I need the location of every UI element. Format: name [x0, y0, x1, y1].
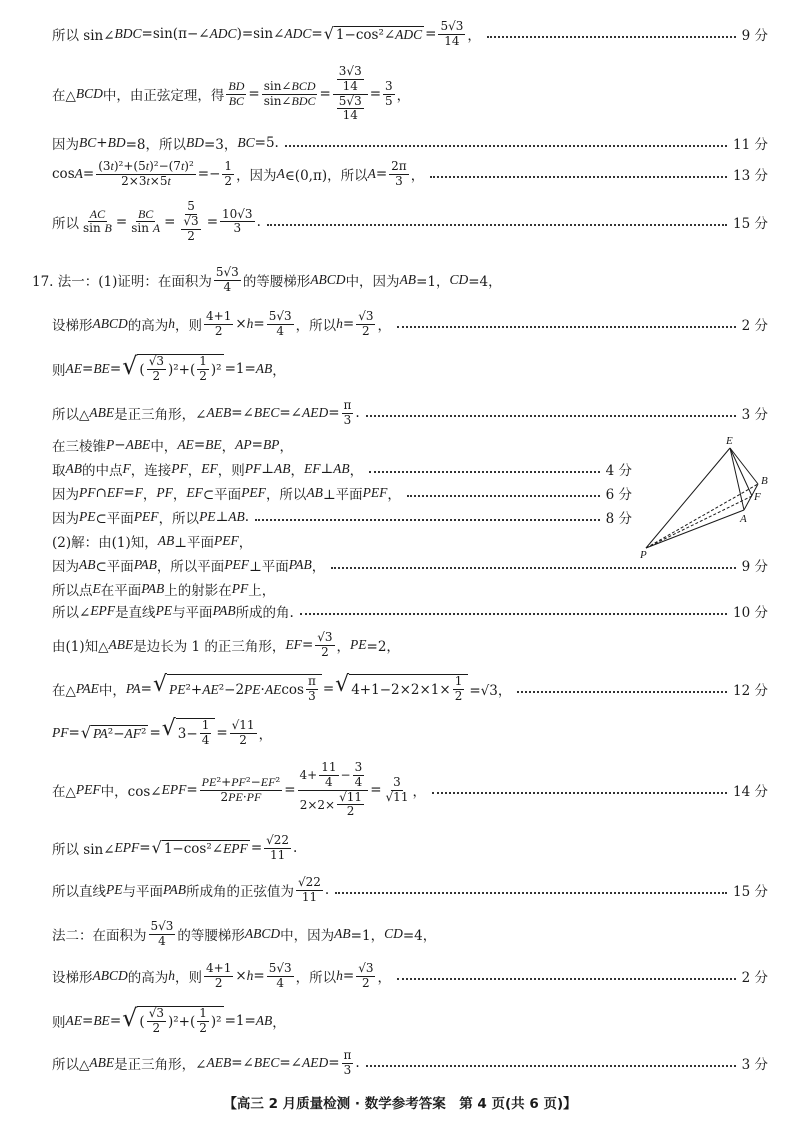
line-13: (2)解：由(1)知， AB ⊥平面 PEF ，: [52, 533, 253, 551]
label-f: F: [754, 491, 761, 503]
page-footer: 【高三 2 月质量检测 · 数学参考答案 第 4 页(共 6 页)】: [223, 1096, 577, 1112]
score-11: 6 分: [605, 487, 632, 503]
line-14: 因为 AB ⊂平面 PAB ，所以平面 PEF ⊥平面 PAB ， 9 分: [52, 557, 768, 575]
label-b: B: [761, 475, 768, 487]
line-7: 则 AE = BE = √ ( $\frac{√3}{2}$ )²+( $\frac{1}{2}$ )² =1= AB ，: [52, 352, 286, 383]
line-9: 在三棱锥 P − ABE 中， AE = BE ， AP = BP ，: [52, 437, 293, 455]
score-16: 10 分: [733, 605, 768, 621]
edge-pe: [646, 448, 730, 548]
line-16: 所以∠ EPF 是直线 PE 与平面 PAB 所成的角. 10 分: [52, 603, 768, 621]
score-8: 3 分: [741, 407, 768, 423]
line-20: 在△ PEF 中，cos∠ EPF = $\frac{\text{PE²+PF²−EF²}}{2PE\cdot PF}$ = 4+ $\frac{11}{4}$ − $\frac{3}{4}$ 2×2× $\frac{√11}{2}$ = $\frac{3}{√11}$ ， 14 分: [52, 759, 768, 819]
line-23: 法二：在面积为 $\frac{5√3}{4}$ 的等腰梯形 ABCD 中，因为 AB =1， CD =4，: [52, 918, 437, 948]
line-0: 所以 sin∠ BDC =sin(π−∠ ADC )=sin∠ ADC = √ 1−cos²∠ ADC = $\frac{5√3}{14}$ ， 9 分: [52, 18, 768, 48]
line-15: 所以点 E 在平面 PAB 上的射影在 PF 上，: [52, 581, 276, 599]
edge-pf: [646, 496, 752, 548]
score-20: 14 分: [733, 784, 768, 800]
score-6: 2 分: [741, 318, 768, 334]
line-12: 因为 PE ⊂平面 PEF ，所以 PE ⊥ AB . 8 分: [52, 509, 632, 527]
line-11: 因为 PF ∩ EF = F ， PF ， EF ⊂平面 PEF ，所以 AB ⊥平面 PEF ， 6 分: [52, 485, 632, 503]
score-26: 3 分: [741, 1057, 768, 1073]
label-a: A: [740, 513, 747, 525]
score-2: 11 分: [733, 137, 768, 153]
line-3: cos A = $\frac{\text{(3t)²+(5t)²−(7t)²}}{2\times 3t\times 5t}$ =− $\frac{1}{2}$ ，因为 A ∈(0,π)，所以 A = $\frac{2\pi}{3}$ ， 13 分: [52, 158, 768, 188]
line-6: 设梯形 ABCD 的高为 h ，则 $\frac{4+1}{2}$ × h = $\frac{5√3}{4}$ ，所以 h = $\frac{√3}{2}$ ， 2 分: [52, 308, 768, 338]
score-22: 15 分: [733, 884, 768, 900]
score-4: 15 分: [733, 216, 768, 232]
line-19: PF = √ PA ²− AF ² = √ 3− $\frac{1}{4}$ = $\frac{√11}{2}$ ，: [52, 716, 273, 747]
line-22: 所以直线 PE 与平面 PAB 所成角的正弦值为 $\frac{√22}{11}$ . 15 分: [52, 874, 768, 904]
line-25: 则 AE = BE = √ ( $\frac{√3}{2}$ )²+( $\frac{1}{2}$ )² =1= AB ，: [52, 1004, 286, 1035]
line-4: 所以 $\frac{AC}{\text{sin B}}$ = $\frac{BC}{\text{sin A}}$ = $\frac{5}{\frac{√3}{2}}$ = $\frac{10√3}{3}$ . 15 分: [52, 199, 768, 243]
score-14: 9 分: [741, 559, 768, 575]
line-5: 17. 法一：(1)证明：在面积为 $\frac{5√3}{4}$ 的等腰梯形 ABCD 中，因为 AB =1， CD =4，: [32, 264, 502, 294]
score-0: 9 分: [741, 28, 768, 44]
line-18: 在△ PAE 中， PA = √ PE ²+ AE ²−2 PE · AE cos $\frac{\pi}{3}$ = √ 4+1−2×2×1× $\frac{1}{2}$ =√3， 12 分: [52, 672, 768, 703]
line-26: 所以△ ABE 是正三角形，∠ AEB =∠ BEC =∠ AED = $\frac{\pi}{3}$ . 3 分: [52, 1047, 768, 1077]
edge-pa: [646, 510, 744, 548]
label-p: P: [640, 549, 647, 560]
line-1: 在△ BCD 中，由正弦定理，得 $\frac{BD}{BC}$ = $\frac{\text{sin∠BCD}}{\text{sin∠BDC}}$ = $\frac{\frac{3√3}{14}}{\frac{5√3}{14}}$ = $\frac{3}{5}$ ，: [52, 63, 411, 123]
score-24: 2 分: [741, 970, 768, 986]
tetrahedron-figure: [640, 434, 780, 560]
label-e: E: [726, 435, 733, 447]
score-3: 13 分: [733, 168, 768, 184]
score-10: 4 分: [605, 463, 632, 479]
line-2: 因为 BC + BD =8，所以 BD =3， BC =5. 11 分: [52, 135, 768, 153]
line-21: 所以 sin∠ EPF = √ 1−cos²∠ EPF = $\frac{√22}{11}$ .: [52, 832, 298, 862]
score-18: 12 分: [733, 683, 768, 699]
line-24: 设梯形 ABCD 的高为 h ，则 $\frac{4+1}{2}$ × h = $\frac{5√3}{4}$ ，所以 h = $\frac{√3}{2}$ ， 2 分: [52, 960, 768, 990]
line-17: 由(1)知△ ABE 是边长为 1 的正三角形， EF = $\frac{√3}{2}$ ， PE =2，: [52, 629, 400, 659]
score-12: 8 分: [605, 511, 632, 527]
line-10: 取 AB 的中点 F ，连接 PF ， EF ，则 PF ⊥ AB ， EF ⊥ AB ， 4 分: [52, 461, 632, 479]
line-8: 所以△ ABE 是正三角形，∠ AEB =∠ BEC =∠ AED = $\frac{\pi}{3}$ . 3 分: [52, 397, 768, 427]
